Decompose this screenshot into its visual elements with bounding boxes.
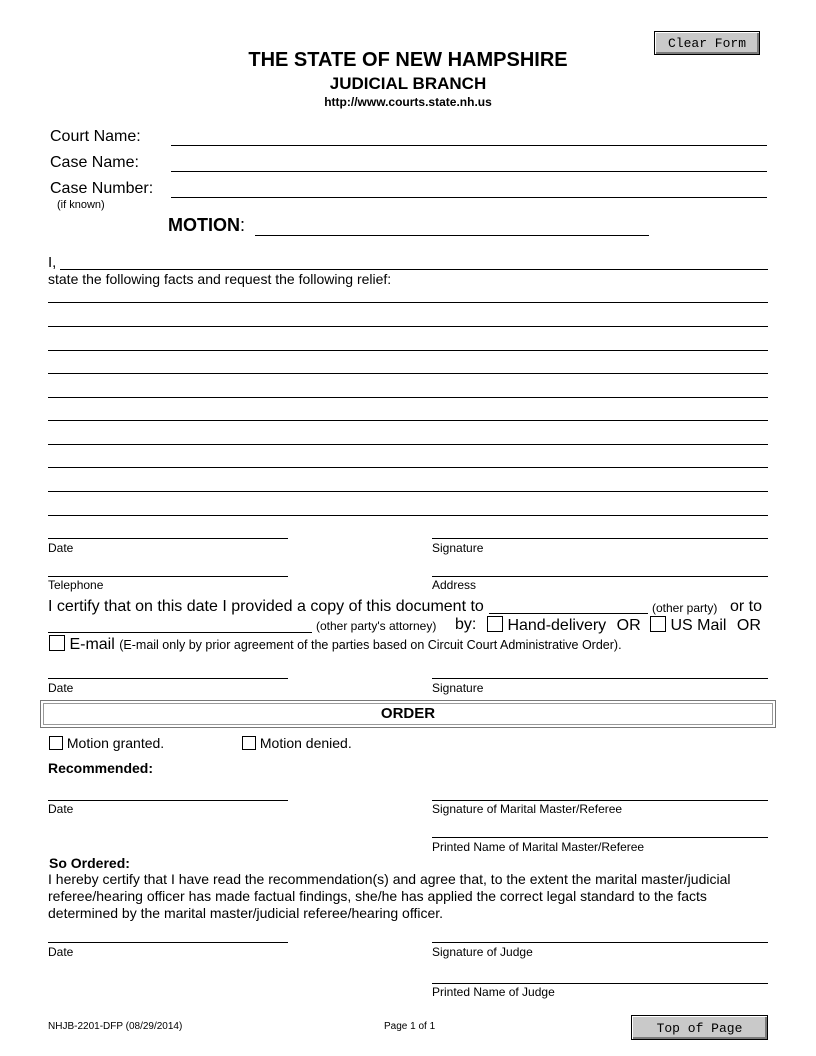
- motion-word: MOTION: [168, 215, 240, 235]
- judge-certify-text: I hereby certify that I have read the recommendation(s) and agree that, to the extent the marital master/judicial referee/hearing officer has made factual findings, she/he has applied the correct legal standard to the facts determined by the marital master/judicial referee/hearing officer.: [48, 871, 731, 921]
- motion-granted-label: Motion granted.: [66, 735, 165, 751]
- motion-label: [168, 215, 245, 236]
- facts-line[interactable]: [48, 302, 768, 303]
- judge-date-field[interactable]: [48, 942, 288, 943]
- motion-denied-label: Motion denied.: [259, 735, 352, 751]
- case-number-label: Case Number:: [50, 180, 154, 197]
- hand-delivery-option[interactable]: [487, 616, 641, 635]
- email-label: E-mail: [69, 636, 115, 653]
- other-party-label: (other party): [652, 601, 718, 615]
- judge-printed-name-field[interactable]: [432, 983, 768, 984]
- signature-label-2: Signature: [432, 681, 484, 695]
- address-field[interactable]: [432, 576, 768, 577]
- order-banner: [40, 700, 776, 728]
- master-signature-label: Signature of Marital Master/Referee: [432, 802, 623, 816]
- date-field-1[interactable]: [48, 538, 288, 539]
- page-number: Page 1 of 1: [384, 1021, 436, 1032]
- motion-denied-option[interactable]: [242, 735, 352, 751]
- facts-prompt: state the following facts and request the following relief:: [48, 271, 392, 287]
- attorney-label: (other party's attorney): [316, 619, 437, 633]
- by-text: by:: [455, 616, 477, 633]
- date-label-2: Date: [48, 681, 74, 695]
- clear-form-button[interactable]: Clear Form: [654, 31, 760, 55]
- judge-signature-label: Signature of Judge: [432, 945, 533, 959]
- signature-label-1: Signature: [432, 541, 484, 555]
- judge-signature-field[interactable]: [432, 942, 768, 943]
- court-name-field[interactable]: [171, 145, 767, 146]
- judge-date-label: Date: [48, 945, 74, 959]
- judge-printed-name-label: Printed Name of Judge: [432, 985, 555, 999]
- branch-title: JUDICIAL BRANCH: [329, 74, 487, 93]
- motion-colon: :: [240, 215, 246, 235]
- i-label: I,: [48, 254, 57, 271]
- state-title: THE STATE OF NEW HAMPSHIRE: [248, 49, 568, 71]
- signature-field-1[interactable]: [432, 538, 768, 539]
- so-ordered-heading: So Ordered:: [49, 855, 130, 871]
- us-mail-checkbox[interactable]: [650, 616, 666, 632]
- court-name-label: Court Name:: [50, 128, 141, 145]
- recommended-heading: Recommended:: [48, 760, 154, 776]
- certify-text: I certify that on this date I provided a copy of this document to: [48, 598, 484, 615]
- address-label: Address: [432, 578, 477, 592]
- or-text-2: OR: [736, 617, 761, 634]
- us-mail-option[interactable]: [650, 616, 761, 635]
- facts-line[interactable]: [48, 515, 768, 516]
- hand-delivery-label: Hand-delivery: [507, 617, 607, 634]
- other-party-field[interactable]: [489, 613, 648, 614]
- telephone-field[interactable]: [48, 576, 288, 577]
- signature-field-2[interactable]: [432, 678, 768, 679]
- date-field-2[interactable]: [48, 678, 288, 679]
- facts-line[interactable]: [48, 350, 768, 351]
- facts-line[interactable]: [48, 491, 768, 492]
- master-date-field[interactable]: [48, 800, 288, 801]
- motion-denied-checkbox[interactable]: [242, 736, 256, 750]
- master-printed-name-label: Printed Name of Marital Master/Referee: [432, 840, 645, 854]
- email-checkbox[interactable]: [49, 635, 65, 651]
- telephone-label: Telephone: [48, 578, 104, 592]
- master-printed-name-field[interactable]: [432, 837, 768, 838]
- motion-granted-option[interactable]: [49, 735, 164, 751]
- facts-line[interactable]: [48, 467, 768, 468]
- facts-line[interactable]: [48, 326, 768, 327]
- motion-title-field[interactable]: [255, 235, 649, 236]
- form-id: NHJB-2201-DFP (08/29/2014): [48, 1021, 183, 1032]
- hand-delivery-checkbox[interactable]: [487, 616, 503, 632]
- us-mail-label: US Mail: [670, 617, 727, 634]
- if-known-note: (if known): [57, 199, 105, 211]
- court-url: http://www.courts.state.nh.us: [324, 95, 492, 109]
- case-name-field[interactable]: [171, 171, 767, 172]
- order-title: ORDER: [380, 705, 436, 722]
- motion-granted-checkbox[interactable]: [49, 736, 63, 750]
- top-of-page-button[interactable]: Top of Page: [631, 1015, 768, 1040]
- name-field[interactable]: [60, 269, 768, 270]
- date-label-1: Date: [48, 541, 74, 555]
- facts-line[interactable]: [48, 373, 768, 374]
- email-option[interactable]: [49, 635, 622, 654]
- or-to-text: or to: [730, 598, 763, 615]
- master-date-label: Date: [48, 802, 74, 816]
- case-name-label: Case Name:: [50, 154, 139, 171]
- attorney-field[interactable]: [48, 632, 312, 633]
- or-text-1: OR: [616, 617, 641, 634]
- case-number-field[interactable]: [171, 197, 767, 198]
- master-signature-field[interactable]: [432, 800, 768, 801]
- facts-line[interactable]: [48, 397, 768, 398]
- facts-line[interactable]: [48, 420, 768, 421]
- email-note: (E-mail only by prior agreement of the parties based on Circuit Court Administrative Order).: [119, 638, 622, 652]
- facts-line[interactable]: [48, 444, 768, 445]
- order-banner-inner: [43, 703, 773, 725]
